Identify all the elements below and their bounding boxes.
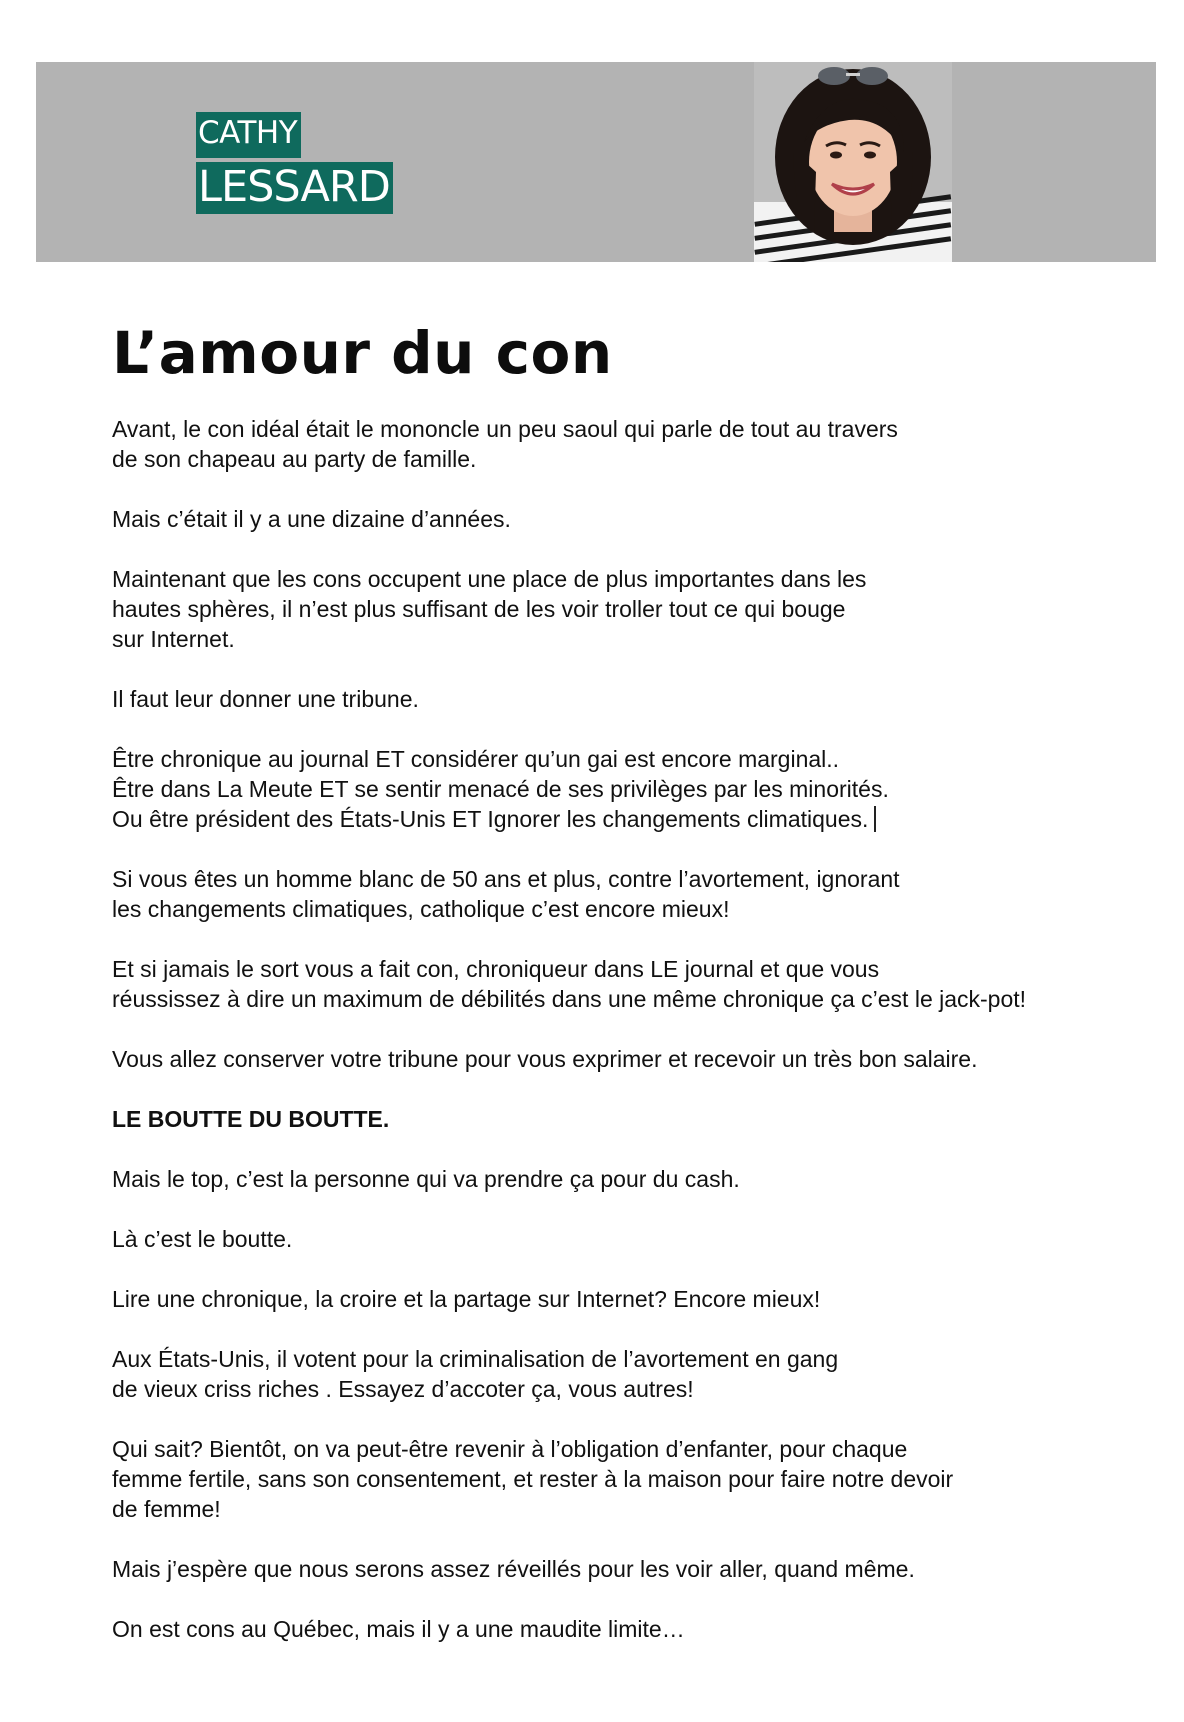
article-paragraph-text: Être chronique au journal ET considérer qu’un gai est encore marginal.. Être dans La Meute ET se sentir menacé de ses privilèges par les minorités. Ou être président des États-Unis ET Ignorer les changements climatiques. — [112, 746, 889, 832]
article-paragraph: Mais c’était il y a une dizaine d’années. — [112, 506, 511, 532]
text-cursor — [874, 806, 876, 832]
article-paragraph: On est cons au Québec, mais il y a une maudite limite… — [112, 1616, 685, 1642]
logo-last-name: LESSARD — [196, 162, 393, 214]
article-paragraph: Mais le top, c’est la personne qui va prendre ça pour du cash. — [112, 1166, 740, 1192]
article-paragraph: Vous allez conserver votre tribune pour vous exprimer et recevoir un très bon salaire. — [112, 1046, 978, 1072]
article-paragraph: Qui sait? Bientôt, on va peut-être revenir à l’obligation d’enfanter, pour chaque femme fertile, sans son consentement, et rester à la maison pour faire notre devoir de femme! — [112, 1436, 954, 1522]
article-paragraph: Et si jamais le sort vous a fait con, chroniqueur dans LE journal et que vous réussissez à dire un maximum de débilités dans une même chronique ça c’est le jack-pot! — [112, 956, 1027, 1012]
article-paragraph: Lire une chronique, la croire et la partage sur Internet? Encore mieux! — [112, 1286, 821, 1312]
section-heading: LE BOUTTE DU BOUTTE. — [112, 1106, 390, 1132]
header-banner — [36, 62, 1156, 262]
article — [112, 318, 1132, 1674]
article-paragraph: Si vous êtes un homme blanc de 50 ans et plus, contre l’avortement, ignorant les changements climatiques, catholique c’est encore mieux! — [112, 866, 900, 922]
article-paragraph: Il faut leur donner une tribune. — [112, 686, 419, 712]
article-paragraph: Maintenant que les cons occupent une place de plus importantes dans les hautes sphères, il n’est plus suffisant de les voir troller tout ce qui bouge sur Internet. — [112, 566, 867, 652]
author-portrait — [754, 62, 952, 262]
article-paragraph: Là c’est le boutte. — [112, 1226, 293, 1252]
article-title: L’amour du con — [112, 319, 613, 387]
article-paragraph: Avant, le con idéal était le mononcle un peu saoul qui parle de tout au travers de son chapeau au party de famille. — [112, 416, 898, 472]
article-paragraph: Aux États-Unis, il votent pour la criminalisation de l’avortement en gang de vieux criss riches . Essayez d’accoter ça, vous autres! — [112, 1346, 839, 1402]
article-paragraph-with-caret — [112, 744, 1132, 834]
article-paragraph: Mais j’espère que nous serons assez réveillés pour les voir aller, quand même. — [112, 1556, 915, 1582]
logo-first-name: CATHY — [196, 112, 301, 158]
